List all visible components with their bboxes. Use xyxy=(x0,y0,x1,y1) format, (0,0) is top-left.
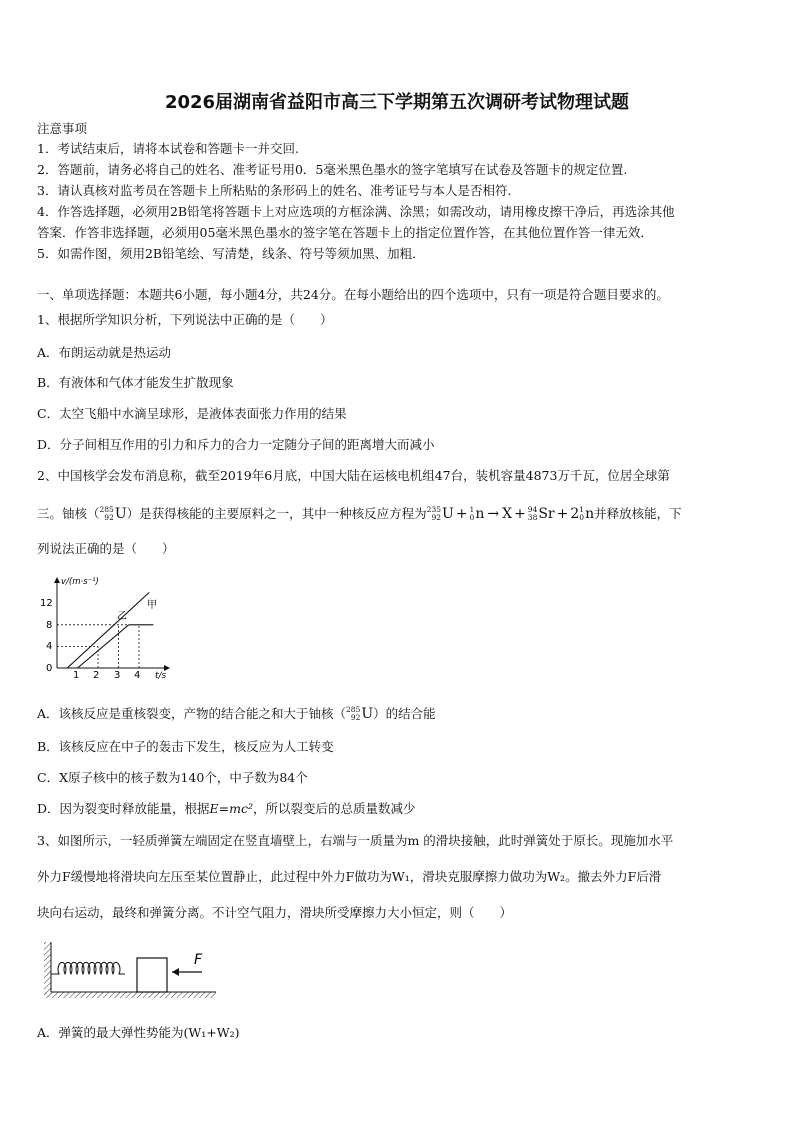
series-label-jia: 甲 xyxy=(147,600,157,611)
x-tick-label: 2 xyxy=(93,670,100,681)
q2-option-b: B．该核反应在中子的轰击下发生，核反应为人工转变 xyxy=(37,739,334,754)
q2-text: ）是获得核能的主要原料之一，其中一种核反应方程为 xyxy=(126,506,427,521)
q2-text: 三。铀核（ xyxy=(37,506,100,521)
y-tick-label: 12 xyxy=(40,598,53,609)
q2-option-a: A．该核反应是重核裂变，产物的结合能之和大于铀核（ 285 92 U ）的结合能 xyxy=(37,703,436,725)
y-axis-label: v/(m·s⁻¹) xyxy=(61,577,99,587)
spring-block-diagram xyxy=(42,940,222,1000)
question-3-line-1: 3、如图所示，一轻质弹簧左端固定在竖直墙壁上，右端与一质量为m 的滑块接触，此时弹簧处于原长。现施加水平 xyxy=(37,833,674,848)
spring xyxy=(51,962,125,974)
q1-option-d: D．分子间相互作用的引力和斥力的合力一定随分子间的距离增大而减小 xyxy=(37,437,435,452)
q3-option-a: A．弹簧的最大弹性势能为(W₁+W₂) xyxy=(37,1025,240,1040)
question-3-line-3: 块向右运动，最终和弹簧分离。不计空气阻力，滑块所受摩擦力大小恒定，则（ ） xyxy=(37,905,513,920)
q2-option-d: D．因为裂变时释放能量，根据E=mc²，所以裂变后的总质量数减少 xyxy=(37,801,416,816)
notice-item: 4．作答选择题，必须用2B铅笔将答题卡上对应选项的方框涂满、涂黑；如需改动，请用橡皮擦干净后，再选涂其他 xyxy=(37,204,675,219)
block xyxy=(137,958,167,992)
x-tick-label: 3 xyxy=(114,670,121,681)
question-1-stem: 1、根据所学知识分析，下列说法中正确的是（ ） xyxy=(37,312,333,327)
reaction-equation: 235 92 U + 1 0 n → X + 94 38 Sr + 2 1 0 n xyxy=(426,505,595,522)
q1-option-c: C．太空飞船中水滴呈球形，是液体表面张力作用的结果 xyxy=(37,406,347,421)
x-axis-label: t/s xyxy=(155,671,167,681)
q1-option-a: A．布朗运动就是热运动 xyxy=(37,345,172,360)
uranium-nuclide: 285 92 U xyxy=(346,705,374,722)
floor xyxy=(44,992,216,998)
x-tick-label: 4 xyxy=(134,670,141,681)
question-2-line-3: 列说法正确的是（ ） xyxy=(37,541,175,556)
notice-item: 5．如需作图，须用2B铅笔绘、写清楚，线条、符号等须加黑、加粗． xyxy=(37,246,425,261)
uranium-nuclide: 285 92 U xyxy=(99,505,127,522)
y-tick-label: 4 xyxy=(46,641,53,652)
series-label-yi: 乙 xyxy=(117,611,127,622)
x-tick-label: 1 xyxy=(73,670,80,681)
question-2-line-2 xyxy=(37,503,682,525)
notice-item: 3．请认真核对监考员在答题卡上所粘贴的条形码上的姓名、准考证号与本人是否相符. xyxy=(37,183,512,198)
force-label: F xyxy=(194,952,203,968)
velocity-time-graph xyxy=(35,572,175,682)
q2-text: 并释放核能，下 xyxy=(594,506,682,521)
series-line-jia xyxy=(67,592,149,668)
page-title: 2026届湖南省益阳市高三下学期第五次调研考试物理试题 xyxy=(164,92,630,113)
y-tick-label: 0 xyxy=(46,663,53,674)
wall xyxy=(44,942,51,994)
section-heading: 一、单项选择题：本题共6小题，每小题4分，共24分。在每小题给出的四个选项中，只有一项是符合题目要求的。 xyxy=(37,287,669,302)
y-tick-label: 8 xyxy=(46,620,53,631)
notice-item: 1．考试结束后，请将本试卷和答题卡一并交回. xyxy=(37,141,299,156)
q1-option-b: B．有液体和气体才能发生扩散现象 xyxy=(37,375,234,390)
notice-heading: 注意事项 xyxy=(37,121,88,136)
notice-item: 2．答题前，请务必将自己的姓名、准考证号用0．5毫米黑色墨水的签字笔填写在试卷及答题卡的规定位置. xyxy=(37,162,628,177)
question-2-line-1: 2、中国核学会发布消息称，截至2019年6月底，中国大陆在运核电机组47台，装机容量4873万千瓦，位居全球第 xyxy=(37,468,670,483)
notice-item: 答案．作答非选择题，必须用05毫米黑色墨水的签字笔在答题卡上的指定位置作答，在其他位置作答一律无效． xyxy=(37,225,653,240)
q2-option-c: C．X原子核中的核子数为140个，中子数为84个 xyxy=(37,770,308,785)
question-3-line-2: 外力F缓慢地将滑块向左压至某位置静止，此过程中外力F做功为W₁，滑块克服摩擦力做功为W₂。撤去外力F后滑 xyxy=(37,869,662,884)
